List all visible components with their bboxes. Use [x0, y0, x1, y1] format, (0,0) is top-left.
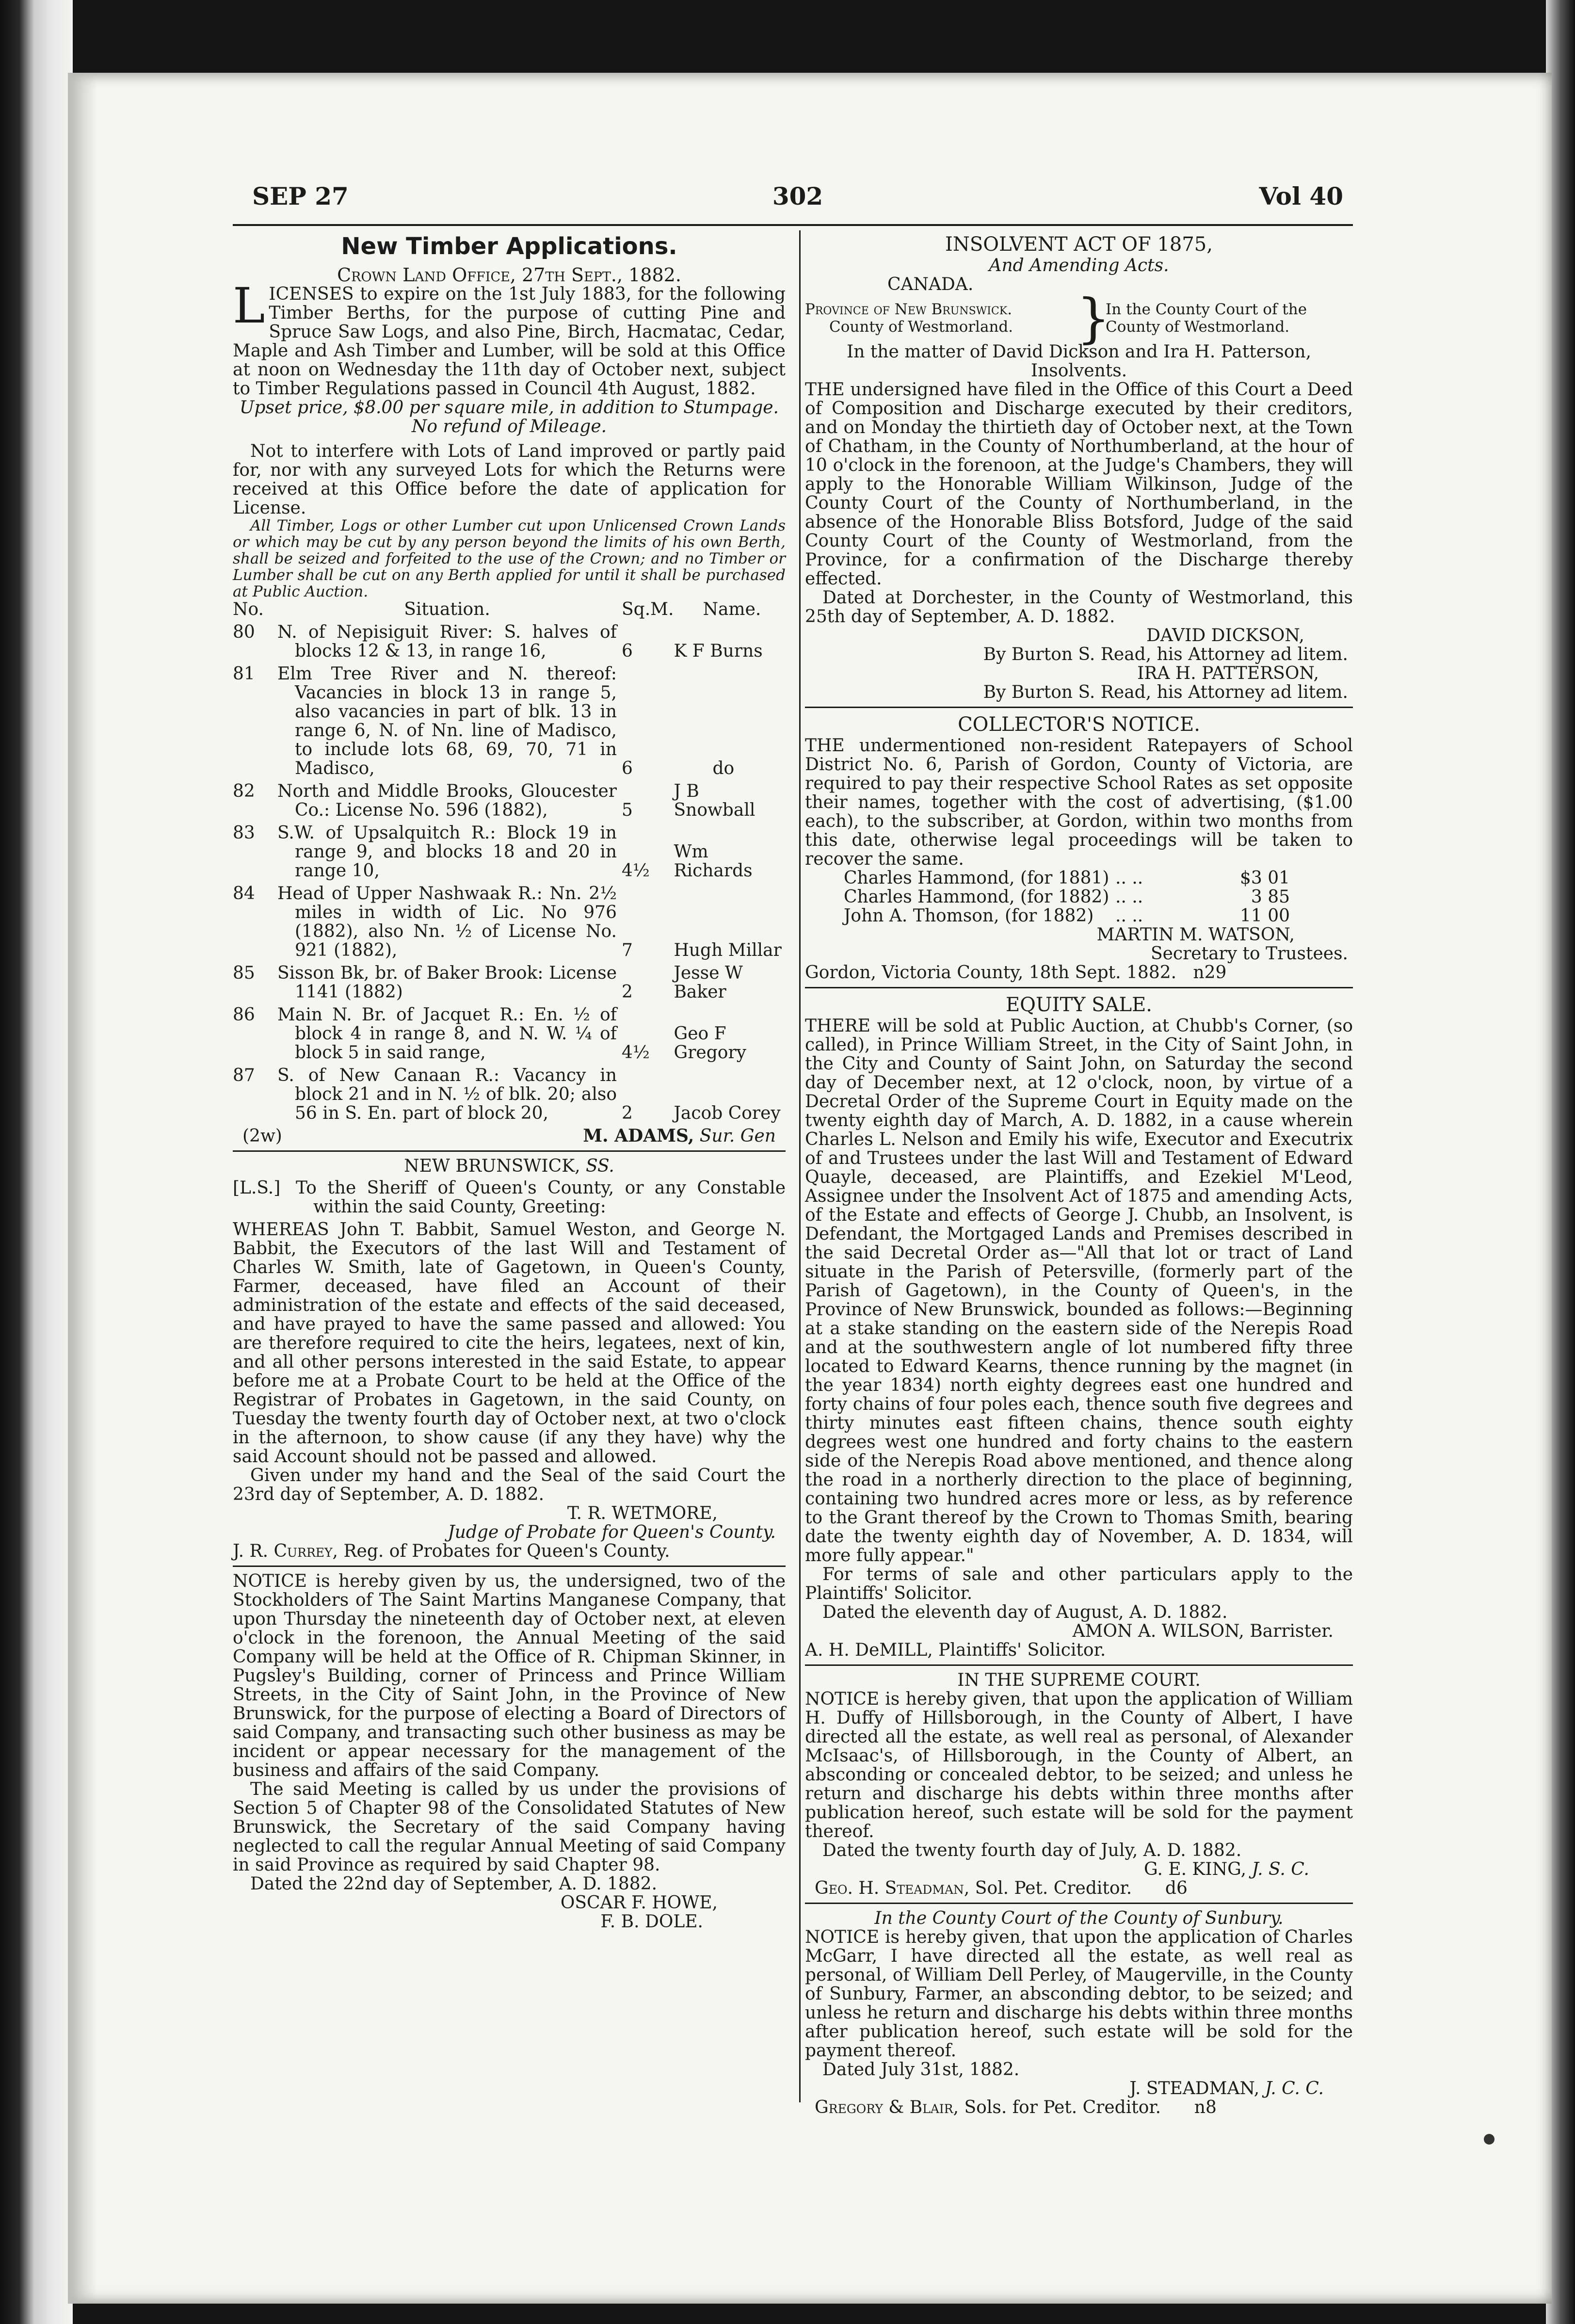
berth-situation: Sisson Bk, br. of Baker Brook: License 1141 (1882) — [277, 963, 617, 1002]
col-name-header: Name. — [703, 599, 761, 619]
table-row — [233, 782, 786, 823]
berth-applicant: Jesse W Baker — [674, 963, 743, 1002]
probate-registrar: J. R. Currey, — [233, 1541, 338, 1561]
berth-applicant: Geo F Gregory — [674, 1024, 747, 1063]
rate-amount: $3 01 — [1239, 868, 1290, 888]
header-volume: Vol 40 — [1259, 182, 1343, 210]
equity-title: EQUITY SALE. — [1005, 994, 1153, 1016]
equity-barrister: AMON A. WILSON, Barrister. — [1072, 1621, 1334, 1641]
col-sqm-header: Sq.M. — [622, 599, 674, 619]
sunbury-title: In the County Court of the County of Sunbury. — [874, 1908, 1284, 1928]
insolvent-signer-2-attorney: By Burton S. Read, his Attorney ad litem. — [983, 682, 1348, 702]
equity-sale-notice — [805, 993, 1353, 1660]
insolvent-court-line-1: In the County Court of the — [1106, 301, 1307, 318]
manganese-meeting-notice — [233, 1572, 786, 1931]
equity-solicitor: A. H. DeMILL, Plaintiffs' Solicitor. — [805, 1640, 1106, 1660]
sunbury-solicitors-title: Sols. for Pet. Creditor. — [964, 2098, 1161, 2117]
rate-name: Charles Hammond, (for 1882) — [844, 887, 1109, 907]
rate-dots: .. .. — [1115, 906, 1143, 926]
berth-applicant: do — [712, 759, 735, 778]
probate-ss: SS. — [586, 1156, 614, 1176]
probate-body: WHEREAS John T. Babbit, Samuel Weston, and George N. Babbit, the Executors of the last Will and Testament of Charles W. Smith, late of Gagetown, in Queen's County, Farmer, deceased, have filed an Account of their administration of the estate and effects of the said deceased, and have prayed to have the same passed and allowed: You are therefore required to cite the heirs, legatees, next of kin, and all other persons interested in the said Estate, to appear before me at a Probate Court to be held at the Office of the Registrar of Probates in Gagetown, in the said County, on Tuesday the twenty fourth day of October next, at two o'clock in the afternoon, to show cause (if any they have) why the said Account should not be passed and allowed. — [233, 1220, 786, 1467]
insolvent-act-notice — [805, 233, 1353, 702]
section-rule — [805, 1664, 1353, 1666]
berth-situation: S. of New Canaan R.: Vacancy in block 21 and in N. ½ of blk. 20; also 56 in S. En. part of block 20, — [277, 1065, 617, 1123]
collector-code: n29 — [1193, 963, 1227, 983]
timber-code: (2w) — [242, 1126, 282, 1146]
berth-situation: Head of Upper Nashwaak R.: Nn. 2½ miles in width of Lic. No 976 (1882), also Nn. ½ of License No. 921 (1882), — [277, 884, 617, 960]
equity-terms: For terms of sale and other particulars apply to the Plaintiffs' Solicitor. — [805, 1565, 1353, 1603]
berth-no: 80 — [233, 622, 255, 642]
berth-situation: Main N. Br. of Jacquet R.: En. ½ of block 4 in range 8, and N. W. ¼ of block 5 in said range, — [277, 1005, 617, 1063]
berth-sqm: 4½ — [622, 861, 650, 881]
table-row — [844, 869, 1290, 888]
insolvent-county: County of Westmorland. — [829, 318, 1013, 336]
timber-title: New Timber Applications. — [341, 233, 677, 260]
insolvent-signer-1: DAVID DICKSON, — [1146, 626, 1304, 646]
section-rule — [805, 987, 1353, 988]
sunbury-body: NOTICE is hereby given, that upon the application of Charles McGarr, I have directed all the estate, as well real as personal, of William Dell Perley, of Maugerville, in the County of Sunbury, Farmer, an absconding debtor, to be seized; and unless he return and discharge his debts within three months after publication hereof, such estate will be sold for the payment thereof. — [805, 1927, 1353, 2061]
probate-heading: NEW BRUNSWICK, — [404, 1156, 580, 1176]
berth-sqm: 2 — [622, 982, 633, 1002]
insolvent-dated: Dated at Dorchester, in the County of Westmorland, this 25th day of September, A. D. 1882. — [805, 588, 1353, 627]
ink-spot — [1484, 2134, 1495, 2145]
berth-situation: Elm Tree River and N. thereof: Vacancies in block 13 in range 5, also vacancies in part of blk. 13 in range 6, N. of Nn. line of Madisco, to include lots 68, 69, 70, 71 in Madisco, — [277, 664, 617, 778]
probate-signer: T. R. WETMORE, — [567, 1503, 718, 1523]
sunbury-code: n8 — [1194, 2098, 1217, 2117]
timber-intro-text: ICENSES to expire on the 1st July 1883, for the following Timber Berths, for the purpose of cutting Pine and Spruce Saw Logs, and also Pine, Birch, Hacmatac, Cedar, Maple and Ash Timber and Lumber, will be sold at this Office at noon on Wednesday the 11th day of October next, subject to Timber Regulations passed in Council 4th August, 1882. — [233, 284, 786, 399]
insolvent-title: INSOLVENT ACT OF 1875, — [945, 233, 1213, 256]
probate-to-line: To the Sheriff of Queen's County, or any Constable within the said County, Greeting: — [296, 1178, 786, 1217]
header-page-number: 302 — [772, 182, 823, 210]
probate-given: Given under my hand and the Seal of the said Court the 23rd day of September, A. D. 1882. — [233, 1466, 786, 1504]
timber-signature-line — [233, 1127, 786, 1146]
rate-dots: .. .. — [1115, 868, 1143, 888]
berth-no: 82 — [233, 781, 255, 801]
berth-no: 85 — [233, 963, 255, 983]
berth-no: 87 — [233, 1065, 255, 1085]
supreme-dated: Dated the twenty fourth day of July, A. D. 1882. — [822, 1840, 1242, 1860]
timber-signer-title: Sur. Gen — [699, 1126, 776, 1146]
probate-signer-title: Judge of Probate for Queen's County. — [448, 1522, 776, 1542]
manganese-signer-1: OSCAR F. HOWE, — [560, 1893, 718, 1913]
berth-sqm: 5 — [622, 800, 633, 820]
manganese-dated: Dated the 22nd day of September, A. D. 1882. — [250, 1874, 658, 1894]
supreme-judge-title: J. S. C. — [1252, 1859, 1309, 1879]
section-rule — [233, 1150, 786, 1152]
sunbury-judge-title: J. C. C. — [1265, 2079, 1324, 2098]
collector-notice — [805, 713, 1353, 982]
timber-table — [233, 600, 786, 1127]
sunbury-dated: Dated July 31st, 1882. — [822, 2060, 1020, 2080]
berth-sqm: 4½ — [622, 1043, 650, 1063]
insolvent-court-line-2: County of Westmorland. — [1106, 318, 1290, 336]
timber-dropcap: L — [233, 277, 265, 334]
collector-rates — [844, 869, 1290, 925]
insolvent-signer-1-attorney: By Burton S. Read, his Attorney ad litem. — [983, 645, 1348, 664]
column-divider — [799, 230, 801, 2102]
collector-signer-title: Secretary to Trustees. — [1150, 944, 1348, 964]
insolvent-court-heading — [805, 287, 1353, 349]
section-rule — [233, 1565, 786, 1567]
collector-title: COLLECTOR'S NOTICE. — [958, 713, 1200, 736]
equity-dated: Dated the eleventh day of August, A. D. 1882. — [822, 1602, 1228, 1622]
page-header — [252, 182, 1343, 221]
page-binding-shadow — [68, 73, 97, 2304]
insolvent-province: Province of New Brunswick. — [805, 301, 1012, 318]
collector-body: THE undermentioned non-resident Ratepayers of School District No. 6, Parish of Gordon, County of Victoria, are required to pay their respective School Rates as set opposite their names, together with the cost of advertising, ($1.00 each), to the subscriber, at Gordon, within two months from this date, otherwise legal proceedings will be taken to recover the same. — [805, 736, 1353, 869]
section-rule — [805, 1903, 1353, 1904]
timber-warning: All Timber, Logs or other Lumber cut upon Unlicensed Crown Lands or which may be cut by any person beyond the limits of his own Berth, shall be seized and forfeited to the use of the Crown; and no Timber or Lumber shall be cut on any Berth applied for until it shall be purchased at Public Auction. — [233, 517, 786, 600]
sunbury-solicitors: Gregory & Blair, — [815, 2098, 959, 2117]
supreme-solicitor: Geo. H. Steadman, — [815, 1878, 970, 1898]
section-rule — [805, 707, 1353, 708]
left-column — [233, 233, 786, 1931]
insolvent-signer-2: IRA H. PATTERSON, — [1137, 663, 1319, 683]
insolvent-canada: CANADA. — [887, 274, 974, 294]
table-row — [233, 1005, 786, 1066]
timber-applications-notice — [233, 233, 786, 1146]
supreme-body: NOTICE is hereby given, that upon the application of William H. Duffy of Hillsborough, in the County of Albert, I have directed all the estate, as well real as personal, of Alexander McIsaac's, of Hillsborough, in the County of Albert, an absconding or concealed debtor, to be seized; and unless he return and discharge his debts within three months after publication hereof, such estate will be sold for the payment thereof. — [805, 1689, 1353, 1841]
insolvent-matter: In the matter of David Dickson and Ira H. Patterson, Insolvents. — [846, 342, 1312, 381]
berth-applicant: Jacob Corey — [674, 1103, 781, 1123]
berth-applicant: K F Burns — [674, 641, 763, 661]
equity-body: THERE will be sold at Public Auction, at Chubb's Corner, (so called), in Prince William Street, in the City of Saint John, in the City and County of Saint John, on Saturday the second day of December next, at 12 o'clock, noon, by virtue of a Decretal Order of the Supreme Court in Equity made on the twenty eighth day of March, A. D. 1882, in a cause wherein Charles L. Nelson and Emily his wife, Executor and Executrix of and Trustees under the last Will and Testament of Edward Quayle, deceased, are Plaintiffs, and Ezekiel M'Leod, Assignee under the Insolvent Act of 1875 and amending Acts, of the Estate and effects of George J. Chubb, an Insolvent, is Defendant, the Mortgaged Lands and Premises described in the said Decretal Order as—"All that lot or tract of Land situate in the Parish of Petersville, (formerly part of the Parish of Gagetown), in the County of Queen's, in the Province of New Brunswick, bounded as follows:—Beginning at a stake standing on the eastern side of the Nerepis Road and at the southwestern angle of lot numbered fifty three located to Edward Kearns, thence running by the magnet (in the year 1834) north eighty degrees east one hundred and forty chains of four poles each, thence south five degrees and thirty minutes east fifteen chains, thence south eighty degrees west one hundred and forty chains to the eastern side of the Nerepis Road above mentioned, and thence along the road in a northerly direction to the place of beginning, containing two hundred acres more or less, as by reference to the Grant thereof by the Crown to Thomas Smith, bearing date the twenty eighth day of November, A. D. 1834, will more fully appear." — [805, 1016, 1353, 1565]
rate-dots: .. .. — [1115, 887, 1143, 907]
berth-sqm: 7 — [622, 940, 633, 960]
collector-place-date: Gordon, Victoria County, 18th Sept. 1882. — [805, 963, 1177, 983]
table-row — [233, 664, 786, 782]
col-no-header: No. — [233, 599, 264, 619]
berth-applicant: J B Snowball — [674, 781, 755, 820]
berth-no: 83 — [233, 823, 255, 843]
supreme-judge: G. E. KING, — [1143, 1859, 1247, 1879]
table-row — [233, 1066, 786, 1127]
collector-signer: MARTIN M. WATSON, — [1096, 925, 1295, 945]
berth-applicant: Wm Richards — [674, 842, 753, 881]
supreme-code: d6 — [1165, 1878, 1188, 1898]
table-row — [844, 888, 1290, 906]
berth-sqm: 6 — [622, 759, 633, 778]
supreme-court-notice — [805, 1671, 1353, 1898]
rate-name: John A. Thomson, (for 1882) — [844, 906, 1094, 926]
right-column — [805, 233, 1353, 2117]
berth-no: 86 — [233, 1005, 255, 1025]
probate-notice — [233, 1157, 786, 1561]
timber-no-refund: No refund of Mileage. — [411, 417, 607, 436]
timber-intro — [233, 277, 786, 399]
berth-applicant: Hugh Millar — [674, 940, 782, 960]
scan-left-edge — [0, 0, 73, 2324]
brace-glyph: } — [1077, 287, 1110, 349]
supreme-solicitor-title: Sol. Pet. Creditor. — [975, 1878, 1132, 1898]
timber-not-interfere: Not to interfere with Lots of Land improved or partly paid for, nor with any surveyed Lots for which the Returns were received at this Office before the date of application for License. — [233, 441, 786, 518]
berth-situation: N. of Nepisiguit River: S. halves of blocks 12 & 13, in range 16, — [277, 622, 617, 661]
berth-situation: S.W. of Upsalquitch R.: Block 19 in range 9, and blocks 18 and 20 in range 10, — [277, 823, 617, 881]
col-situation-header: Situation. — [404, 599, 490, 619]
timber-signer: M. ADAMS, — [583, 1126, 694, 1146]
header-date: SEP 27 — [252, 182, 349, 210]
probate-seal: [L.S.] — [233, 1178, 281, 1198]
timber-office-date: Crown Land Office, 27th Sept., 1882. — [337, 264, 681, 286]
table-row — [844, 906, 1290, 925]
header-rule — [233, 224, 1353, 226]
manganese-body-1: NOTICE is hereby given by us, the undersigned, two of the Stockholders of The Saint Martins Manganese Company, that upon Thursday the nineteenth day of October next, at eleven o'clock in the forenoon, the Annual Meeting of the said Company will be held at the Office of R. Chipman Skinner, in Pugsley's Building, corner of Princess and Prince William Streets, in the City of Saint John, in the Province of New Brunswick, for the purpose of electing a Board of Directors of said Company, and transacting such other business as may be incident or appear necessary for the management of the business and affairs of the said Company. — [233, 1571, 786, 1780]
rate-amount: 3 85 — [1251, 887, 1290, 907]
insolvent-subtitle: And Amending Acts. — [989, 256, 1169, 275]
berth-no: 81 — [233, 664, 255, 684]
berth-sqm: 6 — [622, 641, 633, 661]
manganese-body-2: The said Meeting is called by us under the provisions of Section 5 of Chapter 98 of the Consolidated Statutes of New Brunswick, the Secretary of the said Company having neglected to call the regular Annual Meeting of said Company in said Province as required by said Chapter 98. — [233, 1779, 786, 1875]
table-row — [233, 823, 786, 884]
sunbury-court-notice — [805, 1909, 1353, 2117]
table-row — [233, 964, 786, 1005]
berth-sqm: 2 — [622, 1103, 633, 1123]
berth-situation: North and Middle Brooks, Gloucester Co.: License No. 596 (1882), — [277, 781, 617, 820]
timber-upset-price: Upset price, $8.00 per square mile, in addition to Stumpage. — [239, 398, 779, 418]
insolvent-body: THE undersigned have filed in the Office of this Court a Deed of Composition and Discharge executed by their creditors, and on Monday the thirtieth day of October next, at the Town of Chatham, in the County of Northumberland, at the hour of 10 o'clock in the forenoon, at the Judge's Chambers, they will apply to the Honorable William Wilkinson, Judge of the County Court of the County of Northumberland, in the absence of the Honorable Bliss Botsford, Judge of the said County Court of the County of Westmorland, from the Province, for a confirmation of the Discharge thereby effected. — [805, 380, 1353, 589]
table-row — [233, 623, 786, 664]
sunbury-judge: J. STEADMAN, — [1129, 2079, 1260, 2098]
berth-no: 84 — [233, 884, 255, 904]
timber-table-header — [233, 600, 786, 623]
rate-name: Charles Hammond, (for 1881) — [844, 868, 1109, 888]
probate-registrar-title: Reg. of Probates for Queen's County. — [343, 1541, 670, 1561]
supreme-title: IN THE SUPREME COURT. — [957, 1670, 1201, 1690]
table-row — [233, 884, 786, 964]
rate-amount: 11 00 — [1239, 906, 1290, 926]
manganese-signer-2: F. B. DOLE. — [600, 1912, 703, 1932]
